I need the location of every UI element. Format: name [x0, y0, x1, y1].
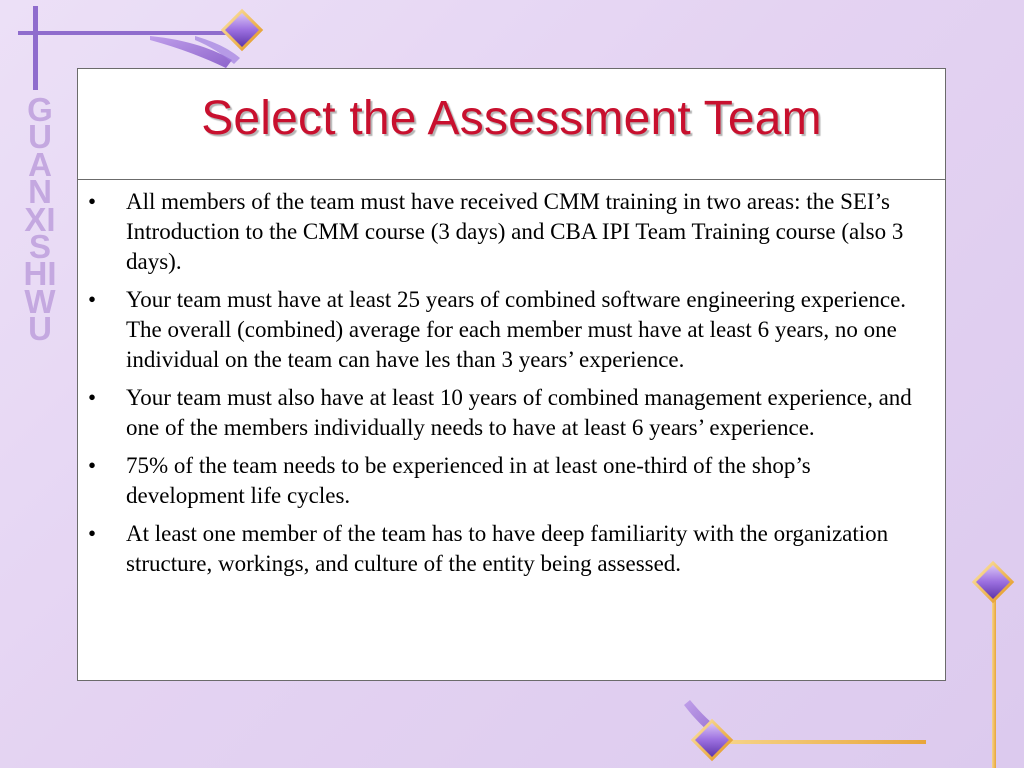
bullet-item [88, 383, 929, 443]
bullet-marker: • [88, 287, 97, 312]
bullet-text: Your team must have at least 25 years of combined software engineering experience. The overall (combined) average for each member must have at least 6 years, no one individual on the team can have les than 3 years’ experience. [126, 287, 907, 372]
bullet-marker: • [88, 189, 97, 214]
bullet-marker: • [88, 521, 97, 546]
bullet-list [78, 180, 945, 579]
bullet-item [88, 519, 929, 579]
bullet-item [88, 187, 929, 277]
slide-content-frame [77, 68, 946, 681]
bullet-item [88, 285, 929, 375]
bullet-text: At least one member of the team has to have deep familiarity with the organization structure, workings, and culture of the entity being assessed. [126, 521, 889, 576]
title-box [78, 69, 945, 180]
bottom-ornament [684, 700, 926, 761]
vertical-watermark: GUANXISHIWU [23, 91, 57, 348]
bullet-text: 75% of the team needs to be experienced in at least one-third of the shop’s development life cycles. [126, 453, 811, 508]
bullet-text: Your team must also have at least 10 years of combined management experience, and one of the members individually needs to have at least 6 years’ experience. [126, 385, 912, 440]
bullet-item [88, 451, 929, 511]
bullet-text: All members of the team must have received CMM training in two areas: the SEI’s Introduction to the CMM course (3 days) and CBA IPI Team Training course (also 3 days). [126, 189, 904, 274]
bullet-marker: • [88, 453, 97, 478]
slide-title: Select the Assessment Team [201, 91, 822, 145]
right-ornament [972, 561, 1014, 768]
bullet-marker: • [88, 385, 97, 410]
